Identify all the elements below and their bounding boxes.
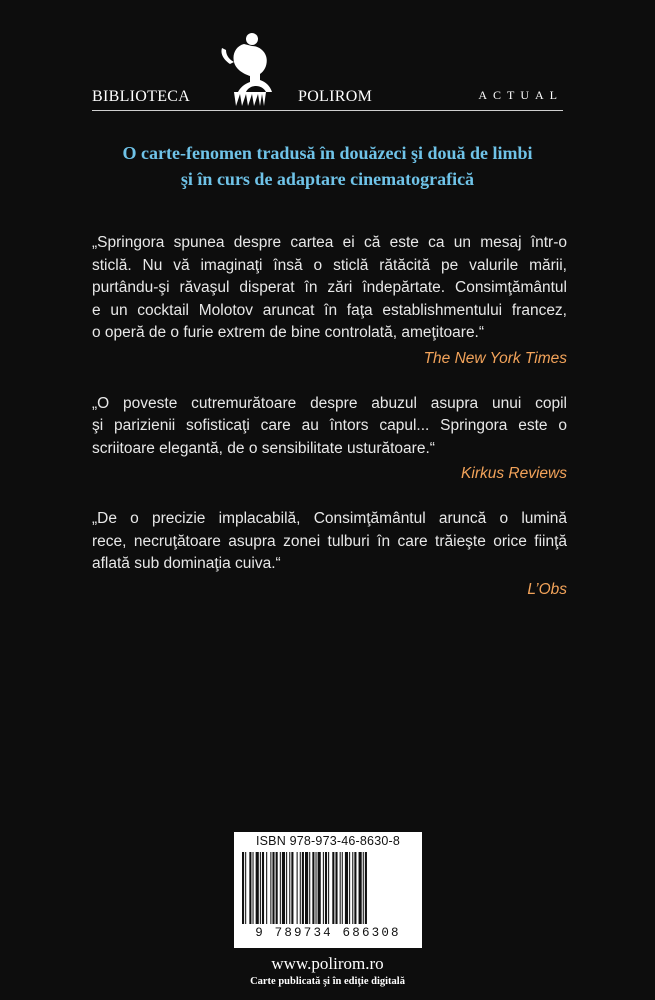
series-label: ACTUAL [478, 88, 563, 102]
digital-edition-note: Carte publicată şi în ediţie digitală [250, 976, 405, 987]
quote-line: „De o precizie implacabilă, Consimţământul aruncă o lumină [92, 510, 567, 527]
publisher-name-left: BIBLIOTECA [92, 88, 191, 105]
quote-line: aflată sub dominaţia cuiva.“ [92, 555, 281, 572]
quote-source: L’Obs [527, 580, 567, 598]
review-quote [92, 393, 567, 487]
tagline-line-2: şi în curs de adaptare cinematografică [180, 169, 475, 189]
quote-line: sticlă. Nu vă imaginaţi însă o sticlă rătăcită pe valurile mării, [92, 256, 567, 274]
quote-line: rece, necruţătoare asupra zonei tulburi în care trăieşte orice fiinţă [92, 532, 567, 550]
quote-line: şi parizienii sofisticaţi care au întors capul... Springora este o [92, 417, 567, 434]
isbn-label: ISBN 978-973-46-8630-8 [255, 834, 401, 848]
polirom-logo-icon [200, 30, 296, 108]
book-tagline [60, 140, 595, 192]
barcode-digits: 9 789734 686308 [255, 926, 401, 940]
quote-text [92, 508, 567, 576]
quote-source: Kirkus Reviews [461, 465, 567, 482]
publisher-website: www.polirom.ro [271, 954, 384, 973]
quote-line: o operă de o furie extrem de bine controlată, ameţitoare.“ [92, 324, 485, 341]
publisher-name-right: POLIROM [298, 88, 373, 105]
quote-line: „Springora spunea despre cartea ei că este ca un mesaj într-o [92, 234, 567, 251]
header-rule [92, 110, 563, 111]
review-quotes [92, 232, 567, 624]
isbn-barcode [234, 832, 422, 948]
review-quote [92, 232, 567, 371]
quote-source: The New York Times [423, 349, 567, 367]
barcode-bars [240, 852, 416, 926]
quote-line: scriitoare elegantă, de o sensibilitate usturătoare.“ [92, 439, 435, 457]
review-quote [92, 508, 567, 602]
quote-text [92, 393, 567, 461]
quote-line: „O poveste cutremurătoare despre abuzul asupra unui copil [92, 394, 567, 412]
publisher-header [92, 30, 563, 120]
quote-line: e un cocktail Molotov aruncat în faţa establishmentului francez, [92, 301, 567, 319]
quote-line: purtându-şi răvaşul disperat în zări îndepărtate. Consimţământul [92, 279, 567, 296]
quote-text [92, 232, 567, 345]
tagline-line-1: O carte-fenomen tradusă în douăzeci şi două de limbi [122, 143, 533, 163]
